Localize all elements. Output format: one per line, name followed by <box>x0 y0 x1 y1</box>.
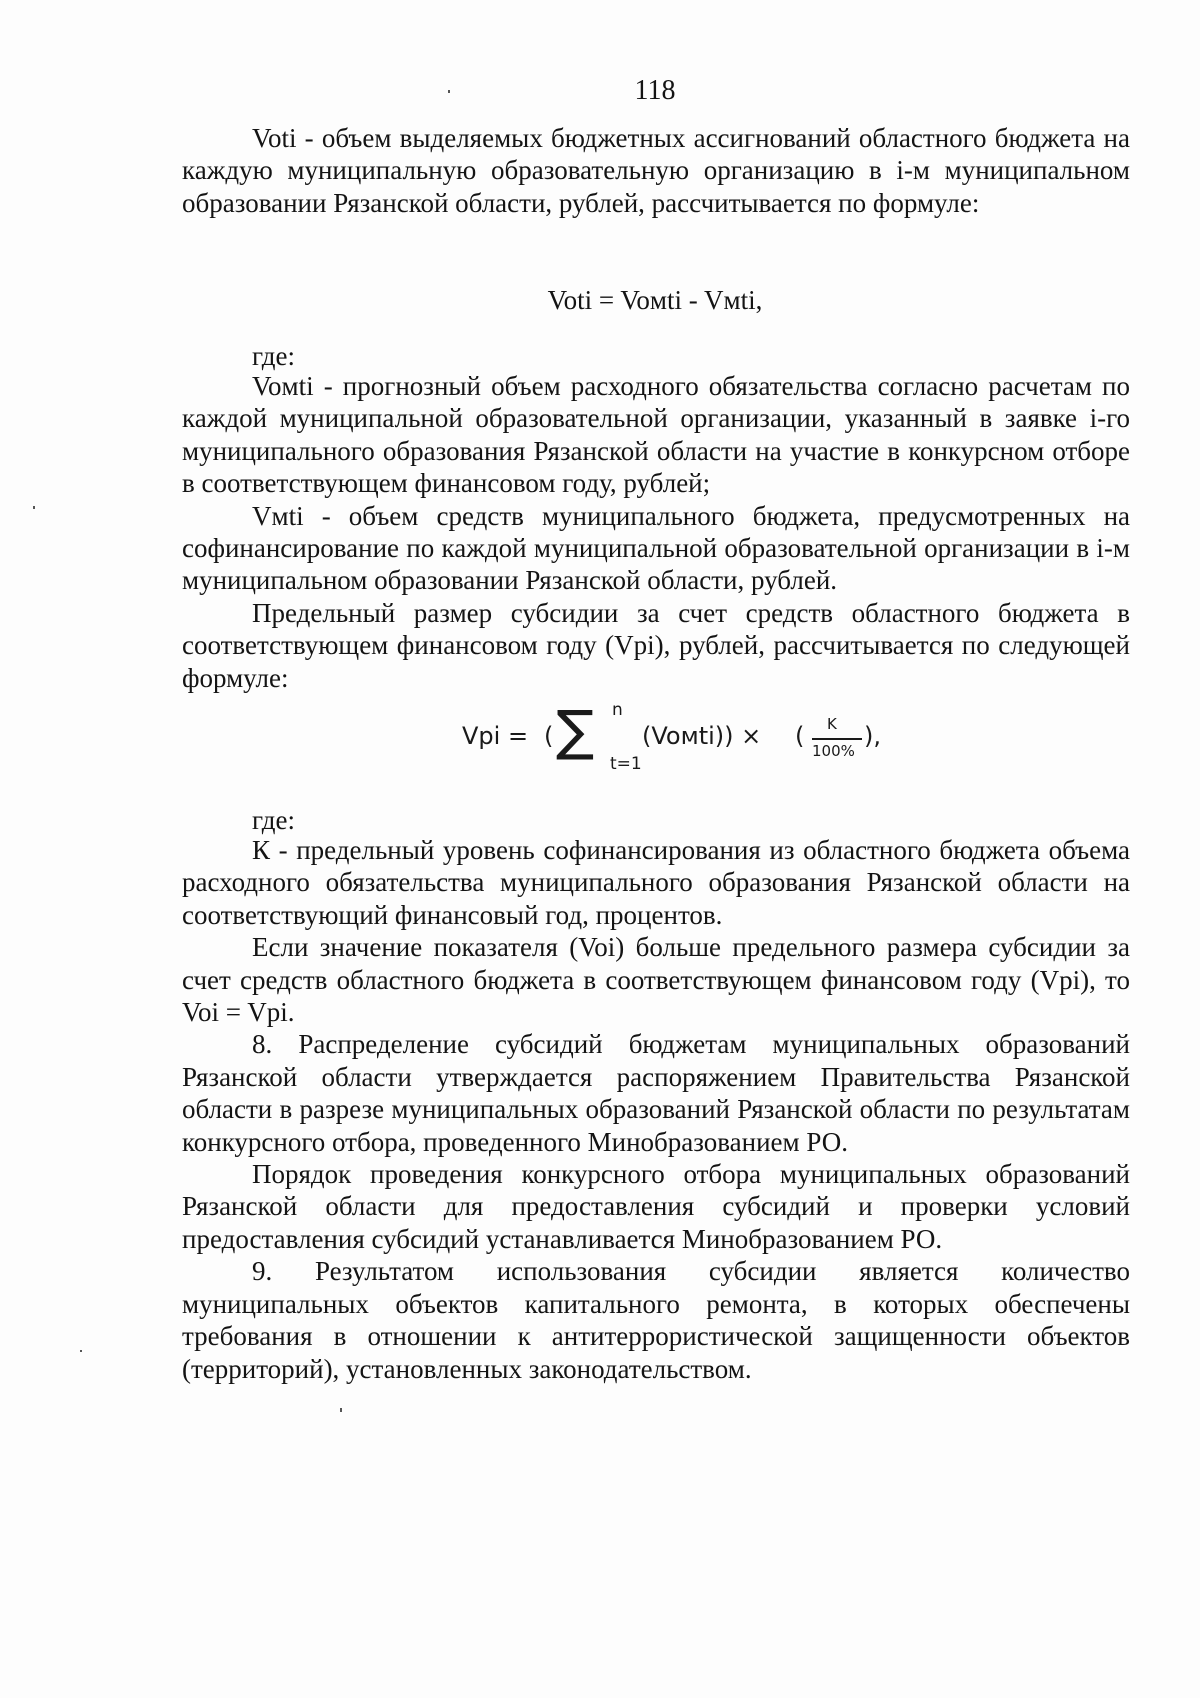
procedure-paragraph: Порядок проведения конкурсного отбора муниципальных образований Рязанской области для предоставления субсидий и проверки условий предоставления субсидий устанавливается Минобразованием РО. <box>182 1159 1130 1254</box>
intro-block <box>182 122 1130 219</box>
page-number: 118 <box>634 75 676 106</box>
fraction-bar <box>812 738 862 740</box>
where-label-1: где: <box>252 341 295 371</box>
definitions-block-2 <box>182 834 1130 1385</box>
scan-speck <box>340 1408 342 1412</box>
fraction-close-paren: ), <box>864 722 881 750</box>
scan-speck <box>448 90 450 93</box>
definitions-block-1 <box>182 370 1130 694</box>
sum-lower-limit: t=1 <box>610 754 642 774</box>
item-9-paragraph: 9. Результатом использования субсидии является количество муниципальных объектов капитального ремонта, в которых обеспечены требования в отношении к антитеррористической защищенности объектов (территорий), установленных законодательством. <box>182 1256 1130 1384</box>
fraction-numerator: K <box>827 715 837 733</box>
definition-vomti: Voмti - прогнозный объем расходного обязательства согласно расчетам по каждой муниципальной образовательной организации, указанный в заявке i-го муниципального образования Рязанской области на участие в конкурсном отборе в соответствующем финансовом году, рублей; <box>182 371 1130 499</box>
scan-speck <box>80 1350 82 1352</box>
fraction-open-paren: ( <box>795 722 805 750</box>
limit-paragraph: Предельный размер субсидии за счет средств областного бюджета в соответствующем финансовом году (Vpi), рублей, рассчитывается по следующей формуле: <box>182 597 1130 693</box>
formula-vpi <box>462 700 882 776</box>
fraction-denominator: 100% <box>812 742 855 760</box>
formula-vpi-lhs: Vpi = <box>462 722 529 750</box>
definition-vmti: Vмti - объем средств муниципального бюджета, предусмотренных на софинансирование по каждой муниципальной образовательной организации в i-м муниципальном образовании Рязанской области, рублей. <box>182 500 1130 596</box>
scan-speck <box>33 506 35 509</box>
item-8-paragraph: 8. Распределение субсидий бюджетам муниципальных образований Рязанской области утверждается распоряжением Правительства Рязанской области в разрезе муниципальных образований Рязанской области по результатам конкурсного отбора, проведенного Минобразованием РО. <box>182 1029 1130 1157</box>
formula-vpi-paren: ( <box>544 722 554 750</box>
formula-vpi-body: (Voмti)) × <box>642 722 762 750</box>
condition-paragraph: Если значение показателя (Voi) больше предельного размера субсидии за счет средств областного бюджета в соответствующем финансовом году (Vpi), то Voi = Vpi. <box>182 932 1130 1028</box>
where-label-2: где: <box>252 805 295 835</box>
sum-symbol: ∑ <box>556 699 595 762</box>
intro-paragraph: Voti - объем выделяемых бюджетных ассигнований областного бюджета на каждую муниципальную образовательную организацию в i-м муниципальном образовании Рязанской области, рублей, рассчитывается по формуле: <box>182 123 1130 218</box>
sum-upper-limit: n <box>612 700 623 720</box>
formula-voti: Voti = Voмti - Vмti, <box>547 285 763 315</box>
definition-k: К - предельный уровень софинансирования из областного бюджета объема расходного обязательства муниципального образования Рязанской области на соответствующий финансовый год, процентов. <box>182 835 1130 930</box>
